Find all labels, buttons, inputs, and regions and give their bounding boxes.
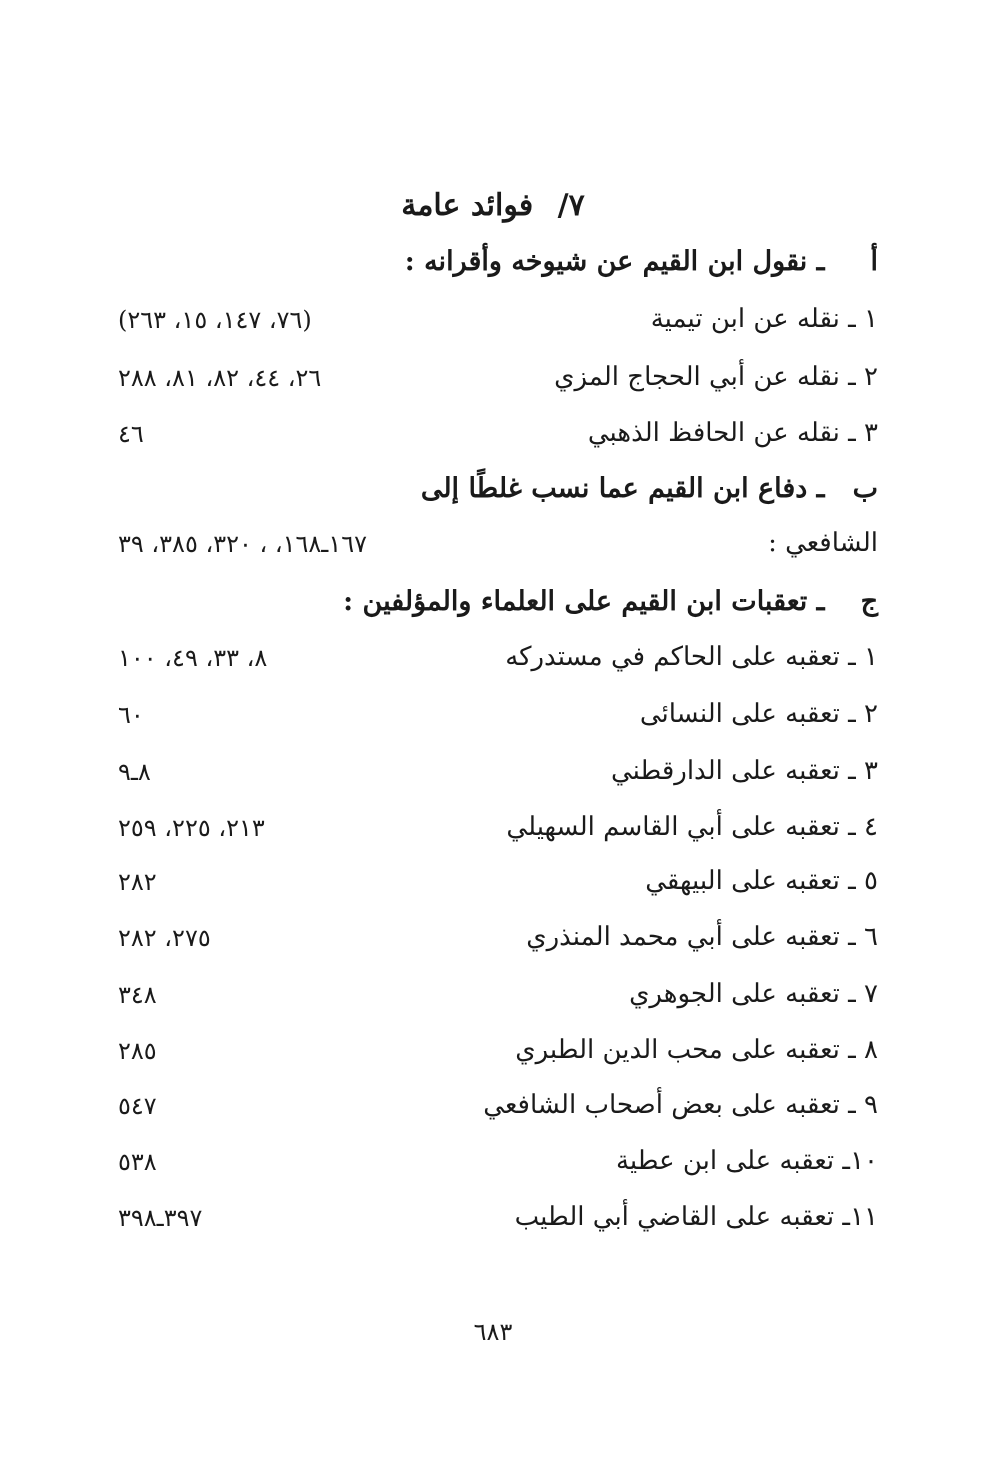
list-item	[118, 979, 878, 1027]
list-item	[118, 304, 878, 352]
part-b-title: ـ دفاع ابن القيم عما نسب غلطًا إلى	[420, 473, 825, 504]
item-page-refs: ٢٨٥	[118, 1037, 157, 1065]
part-b-heading	[421, 473, 878, 504]
part-a-letter: أ	[870, 246, 878, 277]
item-label: ٢ ـ نقله عن أبي الحجاج المزي	[554, 362, 878, 392]
list-item	[118, 362, 878, 410]
item-page-refs: ٥٣٨	[118, 1148, 157, 1176]
item-label: ٣ ـ نقله عن الحافظ الذهبي	[587, 418, 878, 448]
item-label: ١٠ـ تعقبه على ابن عطية	[615, 1146, 878, 1176]
item-page-refs: ٤٦	[118, 420, 144, 448]
item-page-refs: ٢٦، ٤٤، ٨٢، ٨١، ٢٨٨	[118, 364, 322, 392]
list-item	[118, 1090, 878, 1138]
item-label: ٣ ـ تعقبه على الدارقطني	[611, 756, 878, 786]
item-label: ٢ ـ تعقبه على النسائى	[639, 699, 878, 729]
section-title-text: فوائد عامة	[401, 188, 534, 223]
item-page-refs: ٣٩٧ـ٣٩٨	[118, 1204, 203, 1232]
item-label: ٤ ـ تعقبه على أبي القاسم السهيلي	[506, 812, 878, 842]
list-item	[118, 642, 878, 690]
item-label: ١ ـ نقله عن ابن تيمية	[650, 304, 878, 334]
part-b-letter: ب	[852, 473, 878, 504]
item-page-refs: (٧٦، ١٤٧، ١٥، ٢٦٣)	[118, 306, 312, 334]
list-item	[118, 1035, 878, 1083]
item-page-refs: ١٦٧ـ١٦٨، ، ٣٢٠، ٣٨٥، ٣٩	[118, 530, 367, 558]
item-page-refs: ٢١٣، ٢٢٥، ٢٥٩	[118, 814, 265, 842]
part-c-heading	[343, 586, 878, 617]
part-a-title: ـ نقول ابن القيم عن شيوخه وأقرانه :	[404, 246, 825, 277]
section-number: ٧/	[557, 188, 585, 223]
list-item	[118, 866, 878, 914]
part-c-letter: ج	[860, 586, 878, 617]
item-label: ٩ ـ تعقبه على بعض أصحاب الشافعي	[483, 1090, 878, 1120]
item-page-refs: ٦٠	[118, 701, 144, 729]
item-page-refs: ٥٤٧	[118, 1092, 157, 1120]
part-c-title: ـ تعقبات ابن القيم على العلماء والمؤلفين :	[343, 586, 825, 617]
item-label: ٦ ـ تعقبه على أبي محمد المنذري	[526, 922, 878, 952]
item-label: ٥ ـ تعقبه على البيهقي	[645, 866, 878, 896]
list-item	[118, 756, 878, 804]
item-label: ١ ـ تعقبه على الحاكم في مستدركه	[505, 642, 878, 672]
item-page-refs: ٢٧٥، ٢٨٢	[118, 924, 211, 952]
page-number: ٦٨٣	[473, 1318, 513, 1346]
list-item	[118, 812, 878, 860]
item-label: ١١ـ تعقبه على القاضي أبي الطيب	[514, 1202, 878, 1232]
list-item	[118, 699, 878, 747]
item-label: ٨ ـ تعقبه على محب الدين الطبري	[515, 1035, 878, 1065]
list-item	[118, 1202, 878, 1250]
item-label: الشافعي :	[768, 528, 878, 558]
list-item	[118, 418, 878, 466]
item-page-refs: ٨، ٣٣، ٤٩، ١٠٠	[118, 644, 268, 672]
part-a-heading	[405, 246, 878, 277]
list-item	[118, 922, 878, 970]
section-title	[0, 188, 986, 223]
list-item	[118, 528, 878, 576]
item-page-refs: ٣٤٨	[118, 981, 157, 1009]
item-page-refs: ٨ـ٩	[118, 758, 151, 786]
item-page-refs: ٢٨٢	[118, 868, 157, 896]
item-label: ٧ ـ تعقبه على الجوهري	[629, 979, 878, 1009]
list-item	[118, 1146, 878, 1194]
